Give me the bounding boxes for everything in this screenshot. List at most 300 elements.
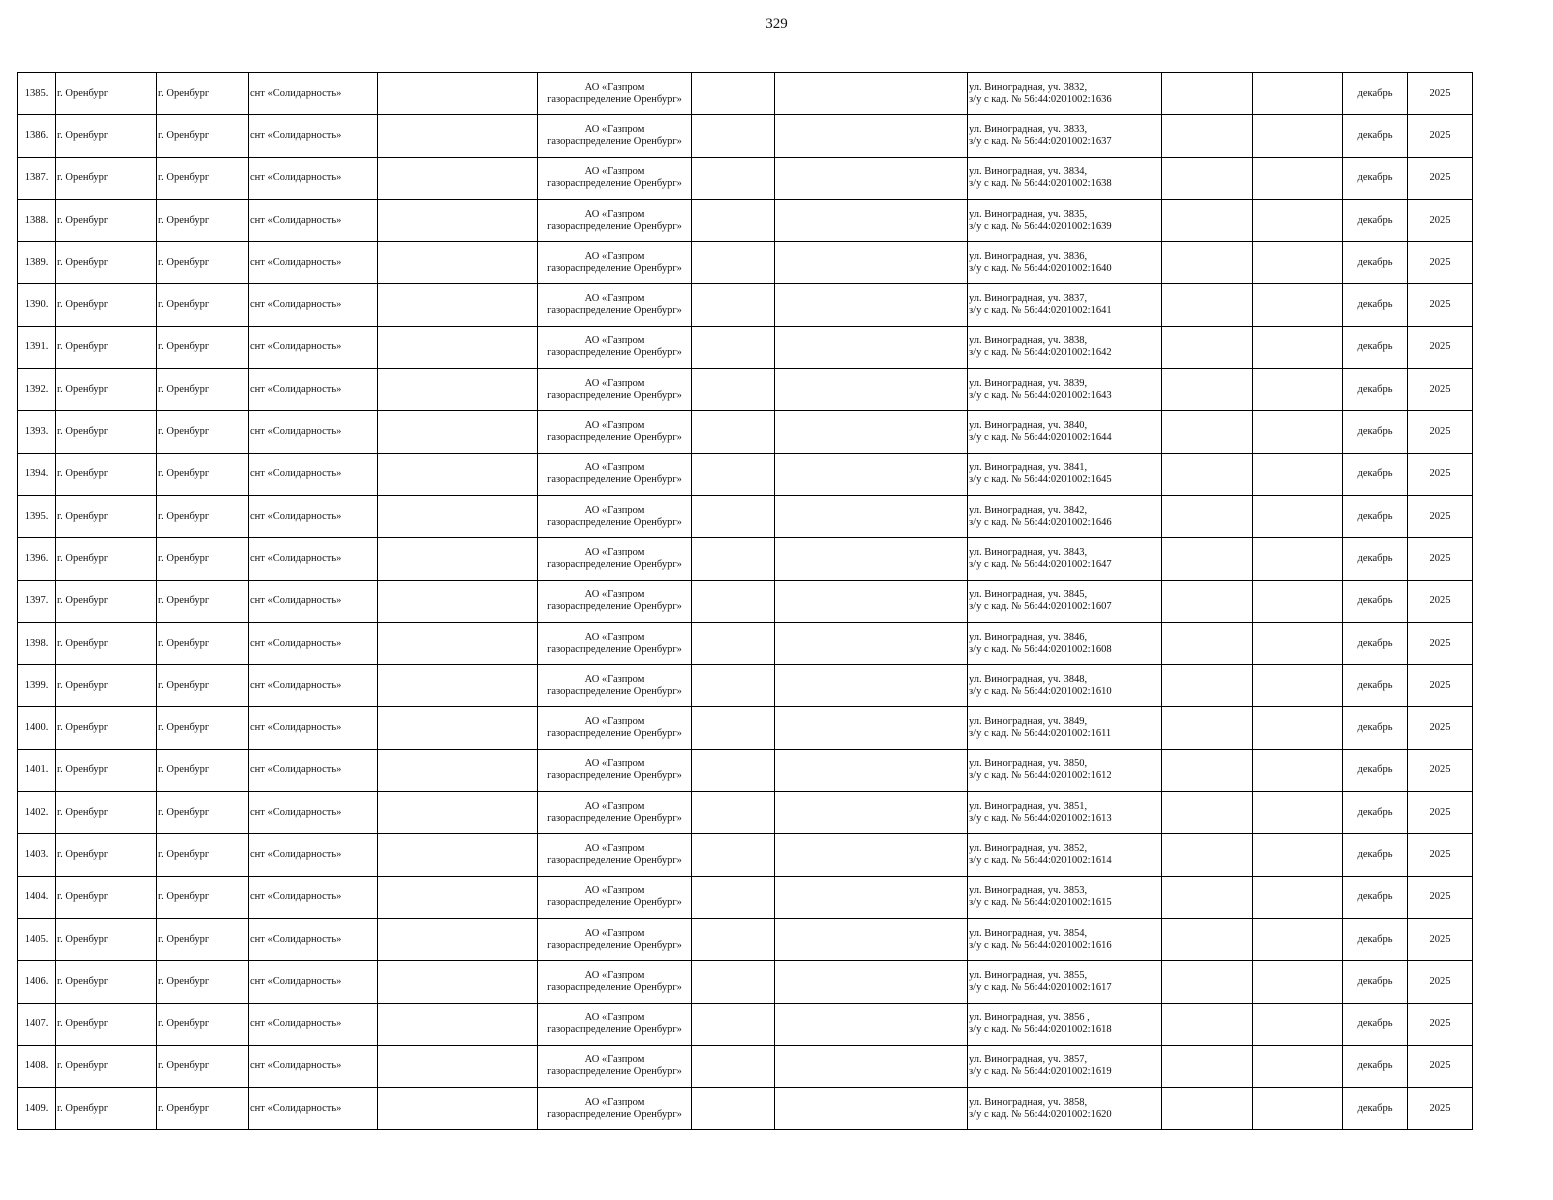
- row-number-cell: 1391.: [18, 326, 56, 368]
- empty-cell: [378, 157, 538, 199]
- cadastral-line: з/у с кад. № 56:44:0201002:1616: [969, 939, 1112, 951]
- organization-cell: [538, 1003, 692, 1045]
- organization-line: АО «Газпром: [584, 81, 645, 93]
- territory-cell: снт «Солидарность»: [249, 73, 378, 115]
- locality-cell: г. Оренбург: [157, 749, 249, 791]
- row-number-cell: 1398.: [18, 622, 56, 664]
- empty-cell: [378, 453, 538, 495]
- address-cell: [968, 157, 1162, 199]
- organization-cell: [538, 199, 692, 241]
- cadastral-line: з/у с кад. № 56:44:0201002:1637: [969, 135, 1112, 147]
- empty-cell: [378, 411, 538, 453]
- empty-cell: [775, 622, 968, 664]
- cadastral-line: з/у с кад. № 56:44:0201002:1620: [969, 1108, 1112, 1120]
- empty-cell: [692, 284, 775, 326]
- year-cell: 2025: [1408, 157, 1473, 199]
- territory-cell: снт «Солидарность»: [249, 199, 378, 241]
- table-row: [18, 115, 1473, 157]
- month-cell: декабрь: [1343, 1088, 1408, 1130]
- month-cell: декабрь: [1343, 411, 1408, 453]
- territory-cell: снт «Солидарность»: [249, 792, 378, 834]
- municipality-cell: г. Оренбург: [56, 918, 157, 960]
- table-row: [18, 369, 1473, 411]
- locality-cell: г. Оренбург: [157, 242, 249, 284]
- address-line: ул. Виноградная, уч. 3833,: [969, 123, 1088, 135]
- locality-cell: г. Оренбург: [157, 918, 249, 960]
- address-line: ул. Виноградная, уч. 3850,: [969, 758, 1088, 770]
- empty-cell: [775, 453, 968, 495]
- organization-line: газораспределение Оренбург»: [547, 389, 682, 401]
- row-number-cell: 1408.: [18, 1045, 56, 1087]
- organization-cell: [538, 115, 692, 157]
- empty-cell: [692, 876, 775, 918]
- empty-cell: [1253, 284, 1343, 326]
- empty-cell: [1162, 918, 1253, 960]
- empty-cell: [692, 622, 775, 664]
- empty-cell: [1162, 834, 1253, 876]
- address-cell: [968, 411, 1162, 453]
- organization-cell: [538, 580, 692, 622]
- address-line: ул. Виноградная, уч. 3851,: [969, 800, 1088, 812]
- organization-line: газораспределение Оренбург»: [547, 728, 682, 740]
- territory-cell: снт «Солидарность»: [249, 453, 378, 495]
- address-line: ул. Виноградная, уч. 3832,: [969, 81, 1088, 93]
- row-number-cell: 1403.: [18, 834, 56, 876]
- cadastral-line: з/у с кад. № 56:44:0201002:1617: [969, 981, 1112, 993]
- table-row: [18, 284, 1473, 326]
- month-cell: декабрь: [1343, 876, 1408, 918]
- address-cell: [968, 326, 1162, 368]
- empty-cell: [1253, 665, 1343, 707]
- empty-cell: [775, 411, 968, 453]
- year-cell: 2025: [1408, 73, 1473, 115]
- organization-line: газораспределение Оренбург»: [547, 685, 682, 697]
- month-cell: декабрь: [1343, 73, 1408, 115]
- empty-cell: [1162, 242, 1253, 284]
- organization-line: газораспределение Оренбург»: [547, 854, 682, 866]
- municipality-cell: г. Оренбург: [56, 707, 157, 749]
- locality-cell: г. Оренбург: [157, 876, 249, 918]
- organization-line: АО «Газпром: [584, 885, 645, 897]
- cadastral-line: з/у с кад. № 56:44:0201002:1644: [969, 432, 1112, 444]
- organization-line: газораспределение Оренбург»: [547, 432, 682, 444]
- row-number-cell: 1409.: [18, 1088, 56, 1130]
- address-cell: [968, 918, 1162, 960]
- territory-cell: снт «Солидарность»: [249, 495, 378, 537]
- row-number-cell: 1405.: [18, 918, 56, 960]
- empty-cell: [692, 411, 775, 453]
- territory-cell: снт «Солидарность»: [249, 242, 378, 284]
- organization-line: АО «Газпром: [584, 969, 645, 981]
- empty-cell: [775, 834, 968, 876]
- empty-cell: [1253, 199, 1343, 241]
- table-row: [18, 961, 1473, 1003]
- table-row: [18, 622, 1473, 664]
- organization-line: АО «Газпром: [584, 927, 645, 939]
- row-number-cell: 1385.: [18, 73, 56, 115]
- organization-cell: [538, 453, 692, 495]
- territory-cell: снт «Солидарность»: [249, 1045, 378, 1087]
- organization-line: газораспределение Оренбург»: [547, 558, 682, 570]
- empty-cell: [1253, 453, 1343, 495]
- month-cell: декабрь: [1343, 749, 1408, 791]
- locality-cell: г. Оренбург: [157, 326, 249, 368]
- locality-cell: г. Оренбург: [157, 834, 249, 876]
- empty-cell: [1253, 622, 1343, 664]
- organization-line: АО «Газпром: [584, 293, 645, 305]
- organization-line: газораспределение Оренбург»: [547, 601, 682, 613]
- territory-cell: снт «Солидарность»: [249, 1088, 378, 1130]
- row-number-cell: 1401.: [18, 749, 56, 791]
- empty-cell: [1162, 876, 1253, 918]
- empty-cell: [692, 749, 775, 791]
- month-cell: декабрь: [1343, 1045, 1408, 1087]
- empty-cell: [775, 1088, 968, 1130]
- month-cell: декабрь: [1343, 834, 1408, 876]
- table-row: [18, 411, 1473, 453]
- address-line: ул. Виноградная, уч. 3842,: [969, 504, 1088, 516]
- month-cell: декабрь: [1343, 707, 1408, 749]
- empty-cell: [378, 369, 538, 411]
- month-cell: декабрь: [1343, 157, 1408, 199]
- empty-cell: [378, 1045, 538, 1087]
- locality-cell: г. Оренбург: [157, 580, 249, 622]
- locality-cell: г. Оренбург: [157, 199, 249, 241]
- empty-cell: [775, 284, 968, 326]
- empty-cell: [378, 961, 538, 1003]
- municipality-cell: г. Оренбург: [56, 1003, 157, 1045]
- address-line: ул. Виноградная, уч. 3835,: [969, 208, 1088, 220]
- table-row: [18, 749, 1473, 791]
- address-line: ул. Виноградная, уч. 3834,: [969, 166, 1088, 178]
- empty-cell: [1162, 157, 1253, 199]
- empty-cell: [692, 580, 775, 622]
- municipality-cell: г. Оренбург: [56, 1088, 157, 1130]
- organization-line: АО «Газпром: [584, 589, 645, 601]
- cadastral-line: з/у с кад. № 56:44:0201002:1610: [969, 685, 1112, 697]
- row-number-cell: 1394.: [18, 453, 56, 495]
- locality-cell: г. Оренбург: [157, 495, 249, 537]
- empty-cell: [692, 115, 775, 157]
- organization-line: АО «Газпром: [584, 758, 645, 770]
- organization-line: АО «Газпром: [584, 546, 645, 558]
- empty-cell: [1162, 707, 1253, 749]
- table-row: [18, 1088, 1473, 1130]
- organization-line: газораспределение Оренбург»: [547, 262, 682, 274]
- organization-cell: [538, 242, 692, 284]
- organization-line: АО «Газпром: [584, 335, 645, 347]
- empty-cell: [775, 157, 968, 199]
- page-number: 329: [765, 16, 788, 32]
- organization-line: АО «Газпром: [584, 716, 645, 728]
- municipality-cell: г. Оренбург: [56, 115, 157, 157]
- empty-cell: [1162, 284, 1253, 326]
- address-line: ул. Виноградная, уч. 3836,: [969, 250, 1088, 262]
- month-cell: декабрь: [1343, 199, 1408, 241]
- row-number-cell: 1390.: [18, 284, 56, 326]
- empty-cell: [1253, 876, 1343, 918]
- address-cell: [968, 1045, 1162, 1087]
- empty-cell: [378, 73, 538, 115]
- empty-cell: [1253, 961, 1343, 1003]
- municipality-cell: г. Оренбург: [56, 199, 157, 241]
- organization-cell: [538, 707, 692, 749]
- address-line: ул. Виноградная, уч. 3848,: [969, 673, 1088, 685]
- empty-cell: [378, 199, 538, 241]
- table-row: [18, 876, 1473, 918]
- cadastral-line: з/у с кад. № 56:44:0201002:1642: [969, 347, 1112, 359]
- address-cell: [968, 1088, 1162, 1130]
- municipality-cell: г. Оренбург: [56, 326, 157, 368]
- month-cell: декабрь: [1343, 326, 1408, 368]
- year-cell: 2025: [1408, 1045, 1473, 1087]
- registry-table: [17, 72, 1473, 1130]
- organization-line: газораспределение Оренбург»: [547, 135, 682, 147]
- row-number-cell: 1407.: [18, 1003, 56, 1045]
- territory-cell: снт «Солидарность»: [249, 749, 378, 791]
- cadastral-line: з/у с кад. № 56:44:0201002:1607: [969, 601, 1112, 613]
- organization-cell: [538, 73, 692, 115]
- empty-cell: [1253, 1088, 1343, 1130]
- empty-cell: [692, 157, 775, 199]
- empty-cell: [1253, 495, 1343, 537]
- empty-cell: [1253, 749, 1343, 791]
- month-cell: декабрь: [1343, 665, 1408, 707]
- address-cell: [968, 495, 1162, 537]
- locality-cell: г. Оренбург: [157, 1003, 249, 1045]
- year-cell: 2025: [1408, 538, 1473, 580]
- year-cell: 2025: [1408, 749, 1473, 791]
- address-cell: [968, 876, 1162, 918]
- territory-cell: снт «Солидарность»: [249, 707, 378, 749]
- locality-cell: г. Оренбург: [157, 707, 249, 749]
- locality-cell: г. Оренбург: [157, 622, 249, 664]
- cadastral-line: з/у с кад. № 56:44:0201002:1640: [969, 262, 1112, 274]
- row-number-cell: 1406.: [18, 961, 56, 1003]
- municipality-cell: г. Оренбург: [56, 157, 157, 199]
- cadastral-line: з/у с кад. № 56:44:0201002:1645: [969, 474, 1112, 486]
- empty-cell: [692, 326, 775, 368]
- territory-cell: снт «Солидарность»: [249, 918, 378, 960]
- row-number-cell: 1387.: [18, 157, 56, 199]
- empty-cell: [378, 876, 538, 918]
- organization-cell: [538, 961, 692, 1003]
- table-row: [18, 326, 1473, 368]
- row-number-cell: 1393.: [18, 411, 56, 453]
- address-cell: [968, 199, 1162, 241]
- cadastral-line: з/у с кад. № 56:44:0201002:1636: [969, 93, 1112, 105]
- table-row: [18, 1003, 1473, 1045]
- empty-cell: [1253, 707, 1343, 749]
- empty-cell: [775, 876, 968, 918]
- year-cell: 2025: [1408, 495, 1473, 537]
- organization-cell: [538, 369, 692, 411]
- address-line: ул. Виноградная, уч. 3841,: [969, 462, 1088, 474]
- row-number-cell: 1404.: [18, 876, 56, 918]
- cadastral-line: з/у с кад. № 56:44:0201002:1641: [969, 305, 1112, 317]
- organization-line: газораспределение Оренбург»: [547, 981, 682, 993]
- locality-cell: г. Оренбург: [157, 73, 249, 115]
- row-number-cell: 1388.: [18, 199, 56, 241]
- table-row: [18, 1045, 1473, 1087]
- empty-cell: [1162, 369, 1253, 411]
- empty-cell: [1253, 1003, 1343, 1045]
- territory-cell: снт «Солидарность»: [249, 411, 378, 453]
- empty-cell: [775, 369, 968, 411]
- table-row: [18, 665, 1473, 707]
- empty-cell: [1162, 115, 1253, 157]
- empty-cell: [378, 792, 538, 834]
- address-line: ул. Виноградная, уч. 3838,: [969, 335, 1088, 347]
- empty-cell: [775, 326, 968, 368]
- empty-cell: [692, 665, 775, 707]
- empty-cell: [378, 115, 538, 157]
- territory-cell: снт «Солидарность»: [249, 876, 378, 918]
- address-line: ул. Виноградная, уч. 3840,: [969, 420, 1088, 432]
- table-row: [18, 834, 1473, 876]
- cadastral-line: з/у с кад. № 56:44:0201002:1618: [969, 1024, 1112, 1036]
- address-line: ул. Виноградная, уч. 3839,: [969, 377, 1088, 389]
- empty-cell: [775, 918, 968, 960]
- table-row: [18, 707, 1473, 749]
- organization-cell: [538, 622, 692, 664]
- municipality-cell: г. Оренбург: [56, 369, 157, 411]
- empty-cell: [1162, 1088, 1253, 1130]
- empty-cell: [378, 665, 538, 707]
- municipality-cell: г. Оренбург: [56, 834, 157, 876]
- year-cell: 2025: [1408, 1003, 1473, 1045]
- organization-line: АО «Газпром: [584, 1054, 645, 1066]
- municipality-cell: г. Оренбург: [56, 411, 157, 453]
- empty-cell: [692, 918, 775, 960]
- year-cell: 2025: [1408, 242, 1473, 284]
- municipality-cell: г. Оренбург: [56, 242, 157, 284]
- table-row: [18, 199, 1473, 241]
- empty-cell: [378, 1088, 538, 1130]
- municipality-cell: г. Оренбург: [56, 73, 157, 115]
- address-cell: [968, 284, 1162, 326]
- address-cell: [968, 707, 1162, 749]
- month-cell: декабрь: [1343, 453, 1408, 495]
- empty-cell: [692, 73, 775, 115]
- empty-cell: [378, 580, 538, 622]
- month-cell: декабрь: [1343, 918, 1408, 960]
- organization-line: газораспределение Оренбург»: [547, 474, 682, 486]
- organization-line: АО «Газпром: [584, 842, 645, 854]
- organization-cell: [538, 792, 692, 834]
- organization-line: газораспределение Оренбург»: [547, 770, 682, 782]
- month-cell: декабрь: [1343, 495, 1408, 537]
- table-row: [18, 538, 1473, 580]
- month-cell: декабрь: [1343, 622, 1408, 664]
- territory-cell: снт «Солидарность»: [249, 369, 378, 411]
- empty-cell: [378, 495, 538, 537]
- empty-cell: [1162, 1003, 1253, 1045]
- address-line: ул. Виноградная, уч. 3856 ,: [969, 1012, 1090, 1024]
- locality-cell: г. Оренбург: [157, 665, 249, 707]
- empty-cell: [692, 1003, 775, 1045]
- empty-cell: [1253, 411, 1343, 453]
- month-cell: декабрь: [1343, 369, 1408, 411]
- municipality-cell: г. Оренбург: [56, 1045, 157, 1087]
- year-cell: 2025: [1408, 834, 1473, 876]
- address-cell: [968, 242, 1162, 284]
- empty-cell: [378, 749, 538, 791]
- address-line: ул. Виноградная, уч. 3857,: [969, 1054, 1088, 1066]
- address-line: ул. Виноградная, уч. 3852,: [969, 842, 1088, 854]
- empty-cell: [692, 1045, 775, 1087]
- year-cell: 2025: [1408, 326, 1473, 368]
- year-cell: 2025: [1408, 115, 1473, 157]
- municipality-cell: г. Оренбург: [56, 749, 157, 791]
- empty-cell: [692, 242, 775, 284]
- empty-cell: [1162, 792, 1253, 834]
- organization-line: газораспределение Оренбург»: [547, 305, 682, 317]
- address-cell: [968, 453, 1162, 495]
- organization-line: газораспределение Оренбург»: [547, 897, 682, 909]
- month-cell: декабрь: [1343, 115, 1408, 157]
- locality-cell: г. Оренбург: [157, 538, 249, 580]
- organization-line: АО «Газпром: [584, 1012, 645, 1024]
- locality-cell: г. Оренбург: [157, 369, 249, 411]
- table-row: [18, 580, 1473, 622]
- address-line: ул. Виноградная, уч. 3845,: [969, 589, 1088, 601]
- table-row: [18, 73, 1473, 115]
- address-cell: [968, 834, 1162, 876]
- cadastral-line: з/у с кад. № 56:44:0201002:1638: [969, 178, 1112, 190]
- row-number-cell: 1389.: [18, 242, 56, 284]
- municipality-cell: г. Оренбург: [56, 622, 157, 664]
- organization-line: газораспределение Оренбург»: [547, 93, 682, 105]
- cadastral-line: з/у с кад. № 56:44:0201002:1639: [969, 220, 1112, 232]
- year-cell: 2025: [1408, 876, 1473, 918]
- cadastral-line: з/у с кад. № 56:44:0201002:1611: [969, 728, 1112, 740]
- territory-cell: снт «Солидарность»: [249, 1003, 378, 1045]
- address-line: ул. Виноградная, уч. 3855,: [969, 969, 1088, 981]
- empty-cell: [1162, 580, 1253, 622]
- cadastral-line: з/у с кад. № 56:44:0201002:1646: [969, 516, 1112, 528]
- organization-line: АО «Газпром: [584, 123, 645, 135]
- empty-cell: [692, 961, 775, 1003]
- year-cell: 2025: [1408, 369, 1473, 411]
- organization-line: газораспределение Оренбург»: [547, 1108, 682, 1120]
- organization-cell: [538, 665, 692, 707]
- organization-line: АО «Газпром: [584, 462, 645, 474]
- territory-cell: снт «Солидарность»: [249, 326, 378, 368]
- address-line: ул. Виноградная, уч. 3846,: [969, 631, 1088, 643]
- empty-cell: [692, 453, 775, 495]
- organization-cell: [538, 1088, 692, 1130]
- table-row: [18, 242, 1473, 284]
- municipality-cell: г. Оренбург: [56, 538, 157, 580]
- empty-cell: [1162, 411, 1253, 453]
- table-row: [18, 453, 1473, 495]
- cadastral-line: з/у с кад. № 56:44:0201002:1608: [969, 643, 1112, 655]
- territory-cell: снт «Солидарность»: [249, 157, 378, 199]
- empty-cell: [692, 199, 775, 241]
- table-row: [18, 495, 1473, 537]
- row-number-cell: 1392.: [18, 369, 56, 411]
- row-number-cell: 1386.: [18, 115, 56, 157]
- empty-cell: [775, 792, 968, 834]
- organization-cell: [538, 495, 692, 537]
- locality-cell: г. Оренбург: [157, 157, 249, 199]
- empty-cell: [1253, 73, 1343, 115]
- municipality-cell: г. Оренбург: [56, 580, 157, 622]
- empty-cell: [692, 495, 775, 537]
- cadastral-line: з/у с кад. № 56:44:0201002:1619: [969, 1066, 1112, 1078]
- territory-cell: снт «Солидарность»: [249, 580, 378, 622]
